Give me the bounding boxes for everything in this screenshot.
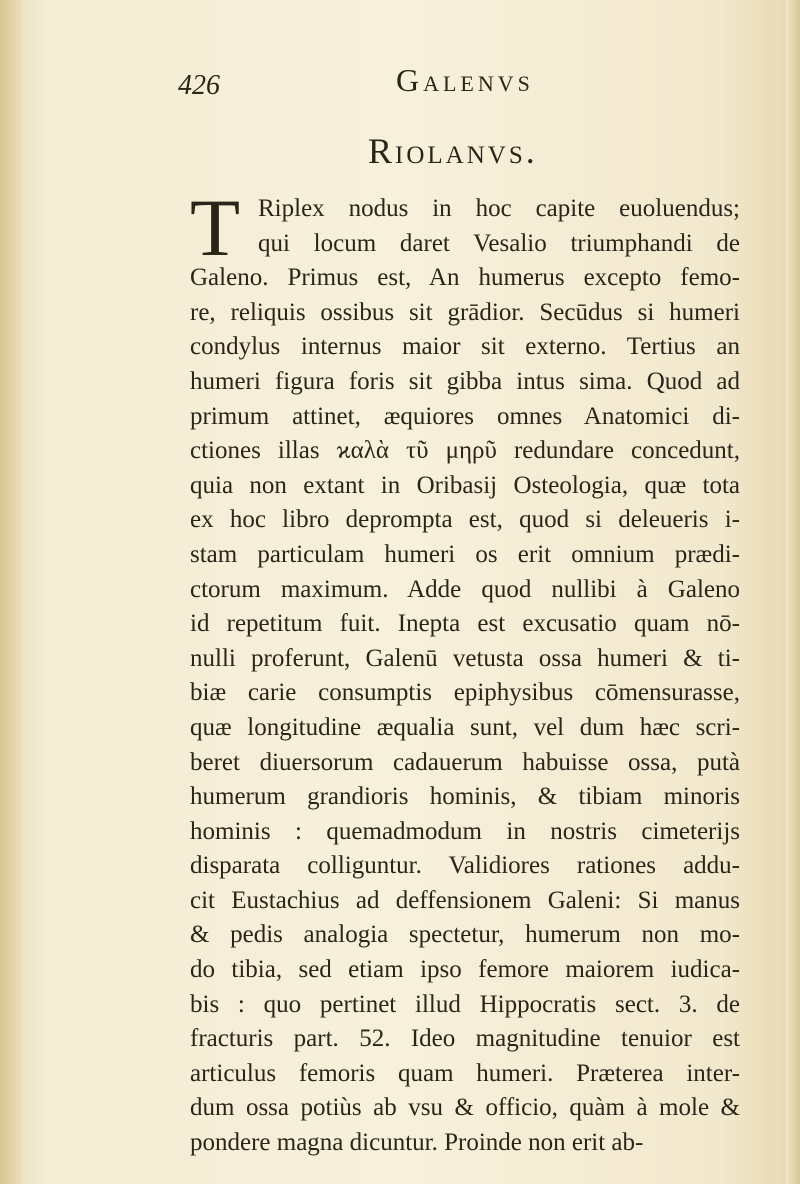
text-line: Galeno. Primus est, An humerus excepto femo- bbox=[190, 264, 740, 292]
text-line: biæ carie consumptis epiphysibus cōmensurasse, bbox=[190, 679, 740, 707]
text-line: stam particulam humeri os erit omnium prædi- bbox=[190, 540, 740, 568]
section-title: Riolanvs. bbox=[368, 131, 538, 171]
text-line: dum ossa potiùs ab vsu & officio, quàm à mole & bbox=[190, 1094, 740, 1122]
body-text bbox=[190, 182, 740, 1161]
text-line: beret diuersorum cadauerum habuisse ossa, putà bbox=[190, 748, 740, 776]
page-gutter-shadow bbox=[0, 0, 22, 1184]
text-line: quia non extant in Oribasij Osteologia, quæ tota bbox=[190, 471, 740, 499]
text-line: do tibia, sed etiam ipso femore maiorem iudica- bbox=[190, 956, 740, 984]
text-line: re, reliquis ossibus sit grādior. Secūdus si humeri bbox=[190, 298, 740, 326]
page-edge-shadow bbox=[786, 0, 800, 1184]
drop-cap: T bbox=[190, 182, 241, 273]
text-line: articulus femoris quam humeri. Præterea inter- bbox=[190, 1059, 740, 1087]
page-number: 426 bbox=[178, 70, 220, 101]
text-line: nulli proferunt, Galenū vetusta ossa humeri & ti- bbox=[190, 644, 740, 672]
text-line: ex hoc libro deprompta est, quod si deleueris i- bbox=[190, 506, 740, 534]
text-line: hominis : quemadmodum in nostris cimeterijs bbox=[190, 817, 740, 845]
text-line: ctiones illas ϰαλὰ τῦ μηρῦ redundare concedunt, bbox=[190, 437, 740, 465]
text-line: quæ longitudine æqualia sunt, vel dum hæc scri- bbox=[190, 713, 740, 741]
text-line: cit Eustachius ad deffensionem Galeni: Si manus bbox=[190, 886, 740, 914]
text-line: primum attinet, æquiores omnes Anatomici di- bbox=[190, 402, 740, 430]
page-header bbox=[178, 62, 598, 112]
text-line: fracturis part. 52. Ideo magnitudine tenuior est bbox=[190, 1025, 740, 1053]
text-line: bis : quo pertinet illud Hippocratis sect. 3. de bbox=[190, 990, 740, 1018]
text-line: humerum grandioris hominis, & tibiam minoris bbox=[190, 783, 740, 811]
text-line: & pedis analogia spectetur, humerum non mo- bbox=[190, 921, 740, 949]
text-line: pondere magna dicuntur. Proinde non erit ab- bbox=[190, 1129, 644, 1157]
running-head: Galenvs bbox=[396, 62, 534, 98]
text-line-content: Riplex nodus in hoc capite euoluendus; bbox=[258, 195, 740, 222]
text-line: id repetitum fuit. Inepta est excusatio quam nō- bbox=[190, 610, 740, 638]
text-line: qui locum daret Vesalio triumphandi de bbox=[258, 229, 740, 257]
text-line: disparata colliguntur. Validiores rationes addu- bbox=[190, 852, 740, 880]
text-line: ctorum maximum. Adde quod nullibi à Galeno bbox=[190, 575, 740, 603]
text-line: condylus internus maior sit externo. Tertius an bbox=[190, 333, 740, 361]
text-line: humeri figura foris sit gibba intus sima. Quod ad bbox=[190, 367, 740, 395]
